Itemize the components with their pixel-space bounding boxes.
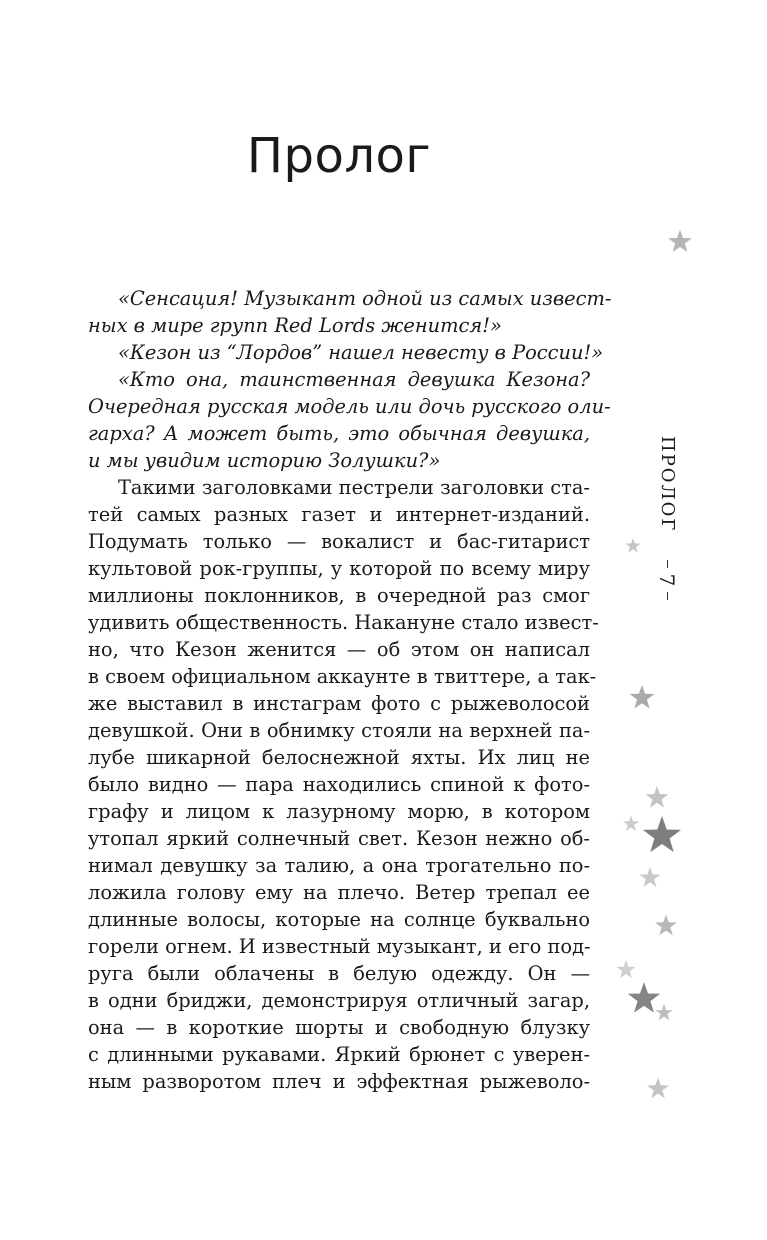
text-line: тей самых разных газет и интернет-изданий. <box>88 503 590 526</box>
body-text <box>88 285 612 1095</box>
text-line: графу и лицом к лазурному морю, в котором <box>88 800 590 823</box>
text-line: было видно — пара находились спиной к фото- <box>88 773 590 796</box>
star-icon <box>623 816 639 831</box>
star-icon <box>628 982 660 1013</box>
text-line: Очередная русская модель или дочь русского оли- <box>88 395 611 418</box>
text-line: длинные волосы, которые на солнце буквально <box>88 908 590 931</box>
text-line: «Кезон из “Лордов” нашел невесту в России!» <box>118 341 604 364</box>
text-line: ным разворотом плеч и эффектная рыжеволо- <box>88 1070 590 1093</box>
star-decoration <box>600 200 767 1120</box>
star-icon <box>640 867 661 887</box>
text-line: миллионы поклонников, в очередной раз смог <box>88 584 590 607</box>
star-icon <box>643 816 681 852</box>
text-line: в своем официальном аккаунте в твиттере, а так- <box>88 665 597 688</box>
text-line: ложила голову ему на плечо. Ветер трепал ее <box>88 881 590 904</box>
page-number-label: 7 <box>655 573 679 587</box>
text-line: девушкой. Они в обнимку стояли на верхней па- <box>88 719 590 742</box>
text-line: Подумать только — вокалист и бас-гитарист <box>88 530 590 553</box>
text-line: горели огнем. И известный музыкант, и его под- <box>88 935 591 958</box>
page-title: Пролог <box>246 128 432 184</box>
text-line: и мы увидим историю Золушки?» <box>88 449 441 472</box>
star-icon <box>625 538 640 552</box>
star-icon <box>668 230 692 253</box>
text-line: гарха? А может быть, это обычная девушка, <box>88 422 590 445</box>
text-line: же выставил в инстаграм фото с рыжеволосой <box>88 692 590 715</box>
text-line: в одни бриджи, демонстрируя отличный загар, <box>88 989 590 1012</box>
text-line: удивить общественность. Накануне стало извест- <box>88 611 599 634</box>
star-icon <box>647 1078 669 1099</box>
text-line: она — в короткие шорты и свободную блузку <box>88 1016 590 1039</box>
text-line: но, что Кезон женится — об этом он написал <box>88 638 590 661</box>
star-icon <box>630 685 655 709</box>
text-line: ных в мире групп Red Lords женится!» <box>88 314 502 337</box>
text-line: руга были облачены в белую одежду. Он — <box>88 962 590 985</box>
text-line: с длинными рукавами. Яркий брюнет с уверен- <box>88 1043 590 1066</box>
text-line: культовой рок-группы, у которой по всему миру <box>88 557 590 580</box>
text-line: лубе шикарной белоснежной яхты. Их лиц не <box>88 746 590 769</box>
star-icon <box>646 786 669 808</box>
text-line: утопал яркий солнечный свет. Кезон нежно об- <box>88 827 590 850</box>
star-icon <box>655 915 677 936</box>
star-icon <box>616 960 635 978</box>
running-head-label: ПРОЛОГ <box>657 436 678 533</box>
text-line: «Кто она, таинственная девушка Кезона? <box>118 368 590 391</box>
star-icon <box>655 1004 672 1020</box>
text-line: нимал девушку за талию, а она трогательно по- <box>88 854 590 877</box>
text-line: Такими заголовками пестрели заголовки ста- <box>118 476 590 499</box>
text-line: «Сенсация! Музыкант одной из самых извест- <box>118 287 612 310</box>
